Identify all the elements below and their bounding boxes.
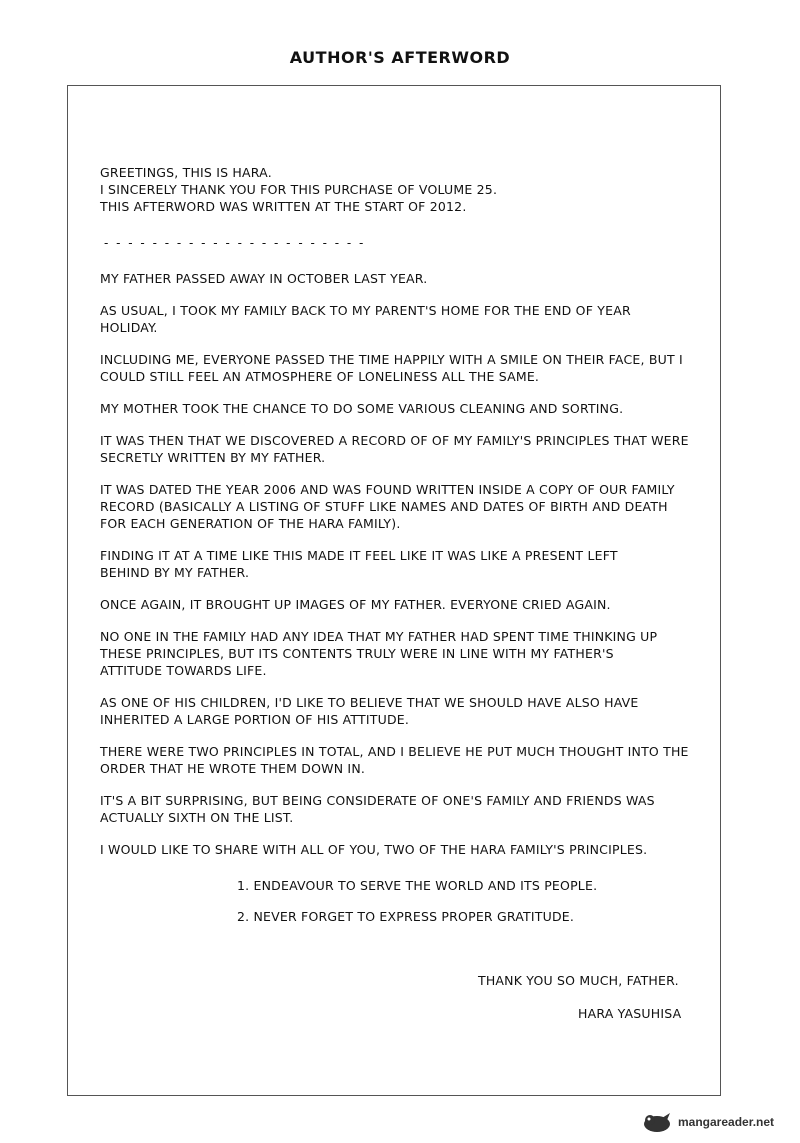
paragraph: MY FATHER PASSED AWAY IN OCTOBER LAST YEAR. — [100, 271, 428, 286]
paragraph: INCLUDING ME, EVERYONE PASSED THE TIME HAPPILY WITH A SMILE ON THEIR FACE, BUT I COULD STILL FEEL AN ATMOSPHERE OF LONELINESS ALL THE SAME. — [100, 352, 683, 384]
paragraph: I WOULD LIKE TO SHARE WITH ALL OF YOU, TWO OF THE HARA FAMILY'S PRINCIPLES. — [100, 842, 648, 857]
paragraph: FINDING IT AT A TIME LIKE THIS MADE IT FEEL LIKE IT WAS LIKE A PRESENT LEFT BEHIND BY MY FATHER. — [100, 548, 618, 580]
watermark-text: mangareader.net — [678, 1115, 775, 1129]
paragraph: IT'S A BIT SURPRISING, BUT BEING CONSIDERATE OF ONE'S FAMILY AND FRIENDS WAS ACTUALLY SIXTH ON THE LIST. — [100, 793, 655, 825]
separator-line: - - - - - - - - - - - - - - - - - - - - - - — [104, 236, 366, 250]
closing-thanks: THANK YOU SO MUCH, FATHER. — [478, 973, 679, 988]
paragraph: AS ONE OF HIS CHILDREN, I'D LIKE TO BELIEVE THAT WE SHOULD HAVE ALSO HAVE INHERITED A LARGE PORTION OF HIS ATTITUDE. — [100, 695, 639, 727]
principles-list — [237, 877, 597, 939]
paragraph: IT WAS THEN THAT WE DISCOVERED A RECORD OF OF MY FAMILY'S PRINCIPLES THAT WERE SECRETLY WRITTEN BY MY FATHER. — [100, 433, 689, 465]
site-watermark — [640, 1110, 774, 1134]
mascot-icon — [640, 1110, 674, 1134]
paragraph: AS USUAL, I TOOK MY FAMILY BACK TO MY PARENT'S HOME FOR THE END OF YEAR HOLIDAY. — [100, 303, 631, 335]
intro-line: I SINCERELY THANK YOU FOR THIS PURCHASE OF VOLUME 25. — [100, 182, 498, 197]
paragraph: ONCE AGAIN, IT BROUGHT UP IMAGES OF MY FATHER. EVERYONE CRIED AGAIN. — [100, 597, 611, 612]
paragraph: THERE WERE TWO PRINCIPLES IN TOTAL, AND I BELIEVE HE PUT MUCH THOUGHT INTO THE ORDER THAT HE WROTE THEM DOWN IN. — [100, 744, 689, 776]
page-title: AUTHOR'S AFTERWORD — [289, 48, 511, 67]
intro-line: GREETINGS, THIS IS HARA. — [100, 165, 272, 180]
principle-item: 1. ENDEAVOUR TO SERVE THE WORLD AND ITS PEOPLE. — [237, 878, 598, 893]
afterword-body — [100, 164, 700, 873]
intro-line: THIS AFTERWORD WAS WRITTEN AT THE START OF 2012. — [100, 199, 467, 214]
intro-block — [100, 164, 700, 215]
paragraph: MY MOTHER TOOK THE CHANCE TO DO SOME VARIOUS CLEANING AND SORTING. — [100, 401, 624, 416]
paragraph: NO ONE IN THE FAMILY HAD ANY IDEA THAT MY FATHER HAD SPENT TIME THINKING UP THESE PRINCIPLES, BUT ITS CONTENTS TRULY WERE IN LINE WITH MY FATHER'S ATTITUDE TOWARDS LIFE. — [100, 629, 658, 678]
author-signature: HARA YASUHISA — [578, 1006, 682, 1021]
principle-item: 2. NEVER FORGET TO EXPRESS PROPER GRATITUDE. — [237, 909, 575, 924]
paragraph: IT WAS DATED THE YEAR 2006 AND WAS FOUND WRITTEN INSIDE A COPY OF OUR FAMILY RECORD (BASICALLY A LISTING OF STUFF LIKE NAMES AND DATES OF BIRTH AND DEATH FOR EACH GENERATION OF THE HARA FAMILY). — [100, 482, 675, 531]
